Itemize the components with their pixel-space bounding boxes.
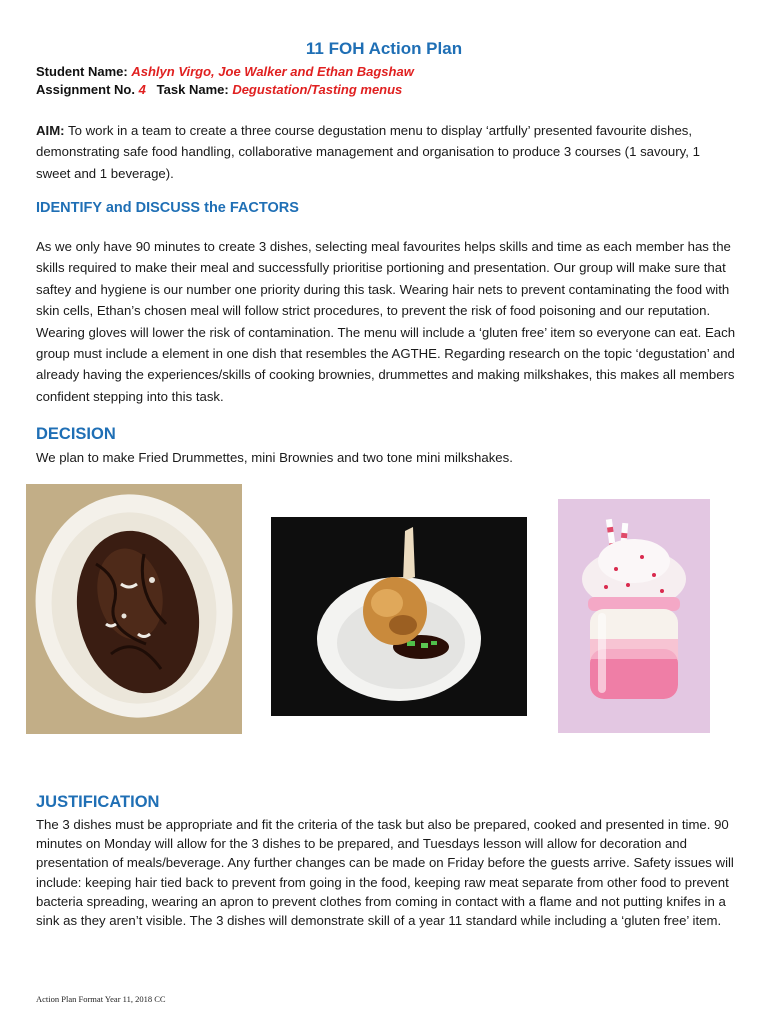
aim-label: AIM: [36, 123, 65, 138]
decision-text: We plan to make Fried Drummettes, mini Brownies and two tone mini milkshakes. [36, 450, 513, 465]
student-name-line [36, 64, 414, 79]
justification-heading: JUSTIFICATION [36, 793, 160, 811]
identify-heading: IDENTIFY and DISCUSS the FACTORS [36, 200, 299, 216]
drummette-photo [271, 517, 527, 716]
page-footer: Action Plan Format Year 11, 2018 CC [36, 994, 166, 1004]
student-name-label: Student Name: [36, 64, 128, 79]
aim-text: To work in a team to create a three course degustation menu to display ‘artfully’ presented favourite dishes, demonstrating safe food handling, collaborative management and organisation to produce 3 courses (1 savoury, 1 sweet and 1 beverage). [36, 123, 700, 181]
aim-paragraph [36, 120, 736, 184]
drummette-image [271, 517, 527, 716]
page-title: 11 FOH Action Plan [305, 39, 463, 58]
brownies-photo [26, 484, 242, 734]
assignment-line [36, 82, 402, 97]
brownies-image [26, 484, 242, 734]
milkshake-photo [558, 499, 710, 733]
identify-text: As we only have 90 minutes to create 3 dishes, selecting meal favourites helps skills and time as each member has the skills required to make their meal and successfully prioritise portioning and presentation. Our group will make sure that saftey and hygiene is our number one priority during this task. Wearing hair nets to prevent contaminating the food with skin cells, Ethan’s chosen meal will follow strict procedures, to prevent the risk of food poisoning and our reputation. Wearing gloves will lower the risk of contamination. The menu will include a ‘gluten free’ item so everyone can eat. Each group must include a element in one dish that resembles the AGTHE. Regarding research on the topic ‘degustation’ and already having the experiences/skills of cooking brownies, drummettes and making milkshakes, this makes all members confident stepping into this task. [36, 239, 736, 404]
milkshake-image [558, 499, 710, 733]
assignment-number: 4 [138, 82, 146, 97]
assignment-label: Assignment No. [36, 82, 135, 97]
task-name: Degustation/Tasting menus [232, 82, 403, 97]
student-names: Ashlyn Virgo, Joe Walker and Ethan Bagshaw [131, 64, 414, 79]
justification-text: The 3 dishes must be appropriate and fit the criteria of the task but also be prepared, cooked and presented in time. 90 minutes on Monday will allow for the 3 dishes to be prepared, and Tuesdays lesson will allow for decoration and presentation of meals/beverage. Any further changes can be made on Friday before the guests arrive. Safety issues will include: keeping hair tied back to prevent from going in the food, keeping raw meat separate from other food to prevent bacteria spreading, wearing an apron to prevent clothes from coming in contact with a flame and not putting knifes in a sink as they aren’t visible. The 3 dishes will demonstrate skill of a year 11 standard while including a ‘gluten free’ item. [36, 817, 734, 929]
task-name-label: Task Name: [156, 82, 229, 97]
decision-heading: DECISION [36, 425, 116, 443]
